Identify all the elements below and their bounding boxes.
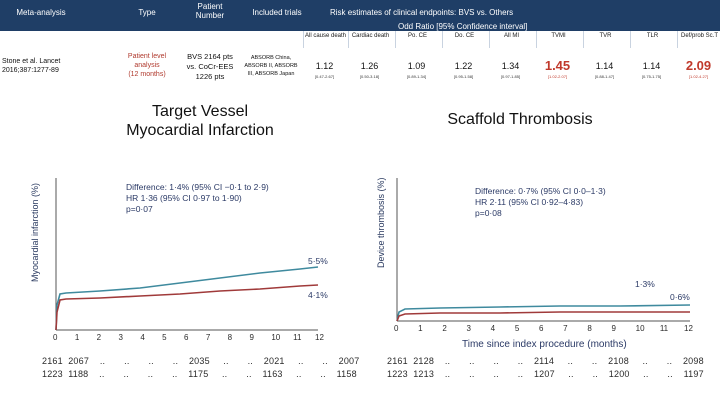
- x-tick-label: 2: [96, 333, 102, 342]
- endpoint-header-label: Cardiac death: [351, 33, 390, 39]
- endpoint-ci: [0.47-2.67]: [314, 74, 335, 79]
- endpoint-header-label: All cause death: [304, 33, 347, 39]
- x-tick-label: 2: [442, 324, 447, 333]
- x-tick-label: 7: [563, 324, 568, 333]
- right-panel-title: Scaffold Thrombosis: [447, 111, 593, 128]
- right-end-label-ees: 0·6%: [670, 292, 690, 302]
- header-type: Type: [138, 8, 156, 17]
- endpoint-header-label: Def/prob Sc.T: [680, 33, 718, 39]
- endpoint-header-label: TVMI: [551, 33, 566, 39]
- right-annotation-p: p=0·08: [475, 208, 502, 218]
- x-tick-label: 5: [514, 324, 520, 333]
- endpoint-ci: [0.75-1.75]: [641, 74, 662, 79]
- x-tick-label: 10: [635, 324, 645, 333]
- endpoint-value: 1.34: [501, 61, 520, 71]
- endpoint-header-2: [395, 31, 439, 48]
- right-y-axis-label: Device thrombosis (%): [376, 177, 386, 268]
- study-trials-line2: ABSORB II, ABSORB: [244, 63, 298, 69]
- endpoint-ci: [0.97-1.85]: [500, 74, 521, 79]
- left-panel-title-line2: Myocardial Infarction: [126, 122, 274, 139]
- study-patients-line3: 1226 pts: [195, 72, 225, 81]
- study-patients: [180, 52, 240, 82]
- endpoint-header-1: [348, 31, 392, 48]
- study-type-line1: Patient level: [127, 53, 167, 60]
- endpoint-header-3: [442, 31, 486, 48]
- x-tick-label: 8: [587, 324, 592, 333]
- left-panel-title-line1: Target Vessel: [151, 103, 249, 120]
- left-end-label-bvs: 5·5%: [308, 256, 328, 266]
- study-citation: [2, 57, 94, 75]
- endpoint-ci: [1.02-4.27]: [688, 74, 709, 79]
- x-tick-label: 11: [293, 333, 302, 342]
- right-annotation: [475, 186, 606, 219]
- header-included-trials: Included trials: [252, 8, 302, 17]
- left-bvs-curve: [56, 267, 318, 330]
- right-x-axis-label: Time since index procedure (months): [462, 339, 627, 350]
- right-risk-row-bvs: 2161 2128 .. .. .. .. 2114 .. .. 2108 .. .. 2098: [387, 356, 704, 366]
- study-patients-line1: BVS 2164 pts: [187, 52, 233, 61]
- table-header: [0, 0, 720, 31]
- endpoint-ci: [1.02-2.07]: [547, 74, 568, 79]
- header-risk-estimates: Risk estimates of clinical endpoints: BVS vs. Others: [330, 8, 514, 17]
- x-tick-label: 9: [249, 333, 254, 342]
- study-trials-line3: III, ABSORB Japan: [247, 71, 295, 77]
- x-tick-label: 8: [227, 333, 233, 342]
- left-annotation-p: p=0·07: [126, 204, 153, 214]
- study-type: [118, 52, 176, 79]
- left-end-label-ees: 4·1%: [308, 290, 328, 300]
- x-tick-label: 1: [418, 324, 423, 333]
- x-tick-label: 1: [74, 333, 80, 342]
- x-tick-label: 5: [162, 333, 167, 342]
- endpoint-value: 1.45: [544, 58, 571, 73]
- endpoint-header-label: TLR: [646, 33, 659, 39]
- endpoint-header-7: [630, 31, 674, 48]
- endpoint-header-4: [489, 31, 533, 48]
- right-end-label-bvs: 1·3%: [635, 279, 655, 289]
- left-annotation: [126, 182, 269, 215]
- x-tick-label: 0: [53, 333, 58, 342]
- x-tick-label: 0: [394, 324, 399, 333]
- endpoint-value: 2.09: [685, 58, 712, 73]
- right-risk-row-ees: 1223 1213 .. .. .. .. 1207 .. .. 1200 .. .. 1197: [387, 369, 704, 379]
- left-risk-row-bvs: 2161 2067 .. .. .. .. 2035 .. .. 2021 .. .. 2007: [42, 356, 360, 366]
- left-annotation-hr: HR 1·36 (95% CI 0·97 to 1·90): [126, 193, 242, 203]
- endpoint-ci: [0.95-1.58]: [453, 74, 474, 79]
- x-tick-label: 3: [466, 324, 471, 333]
- study-citation-line1: Stone et al. Lancet: [2, 58, 61, 65]
- study-citation-line2: 2016;387:1277-89: [2, 67, 59, 74]
- study-patients-line2: vs. CoCr-EES: [186, 62, 234, 71]
- header-patient-number: Patient Number: [195, 2, 225, 20]
- x-tick-label: 10: [271, 333, 281, 342]
- x-tick-label: 6: [184, 333, 189, 342]
- endpoint-header-8: [677, 31, 720, 48]
- left-risk-row-ees: 1223 1188 .. .. .. .. 1175 .. .. 1163 .. .. 1158: [42, 369, 357, 379]
- endpoint-value: 1.14: [642, 61, 661, 71]
- endpoint-header-label: TVR: [599, 33, 612, 39]
- left-annotation-difference: Difference: 1·4% (95% CI −0·1 to 2·9): [126, 182, 269, 192]
- study-type-line2: analysis: [134, 62, 160, 69]
- endpoint-header-0: [303, 31, 347, 48]
- left-panel-title: [100, 102, 300, 140]
- right-bvs-curve: [397, 305, 690, 321]
- x-tick-label: 6: [539, 324, 544, 333]
- endpoint-header-5: [536, 31, 580, 48]
- right-annotation-hr: HR 2·11 (95% CI 0·92–4·83): [475, 197, 584, 207]
- endpoint-header-label: Po. CE: [407, 33, 427, 39]
- study-type-line3: (12 months): [128, 71, 166, 78]
- endpoint-header-6: [583, 31, 627, 48]
- endpoint-header-label: All MI: [504, 33, 519, 39]
- endpoint-ci: [0.50-3.18]: [359, 74, 380, 79]
- endpoint-value: 1.22: [454, 61, 473, 71]
- header-meta-analysis: Meta-analysis: [16, 8, 66, 17]
- endpoint-value: 1.12: [315, 61, 334, 71]
- study-trials-line1: ABSORB China,: [250, 55, 292, 61]
- x-tick-label: 12: [315, 333, 324, 342]
- x-tick-label: 4: [140, 333, 145, 342]
- endpoint-value: 1.09: [407, 61, 426, 71]
- x-tick-label: 7: [205, 333, 211, 342]
- x-tick-label: 9: [611, 324, 616, 333]
- endpoint-header-label: Do. CE: [454, 33, 475, 39]
- right-ees-curve: [397, 312, 690, 321]
- left-ees-curve: [56, 285, 318, 330]
- left-y-axis-label: Myocardial infarction (%): [30, 182, 40, 282]
- header-odds-ratio-subtitle: Odd Ratio [95% Confidence interval]: [398, 22, 528, 31]
- endpoint-ci: [0.89-1.34]: [406, 74, 427, 79]
- endpoint-value: 1.14: [595, 61, 614, 71]
- x-tick-label: 11: [659, 324, 669, 333]
- x-tick-label: 3: [118, 333, 123, 342]
- right-annotation-difference: Difference: 0·7% (95% CI 0·0–1·3): [475, 186, 606, 196]
- x-tick-label: 4: [490, 324, 496, 333]
- endpoint-ci: [0.88-1.47]: [594, 74, 615, 79]
- study-trials: [240, 54, 302, 78]
- x-tick-label: 12: [684, 324, 693, 333]
- endpoint-value: 1.26: [360, 61, 379, 71]
